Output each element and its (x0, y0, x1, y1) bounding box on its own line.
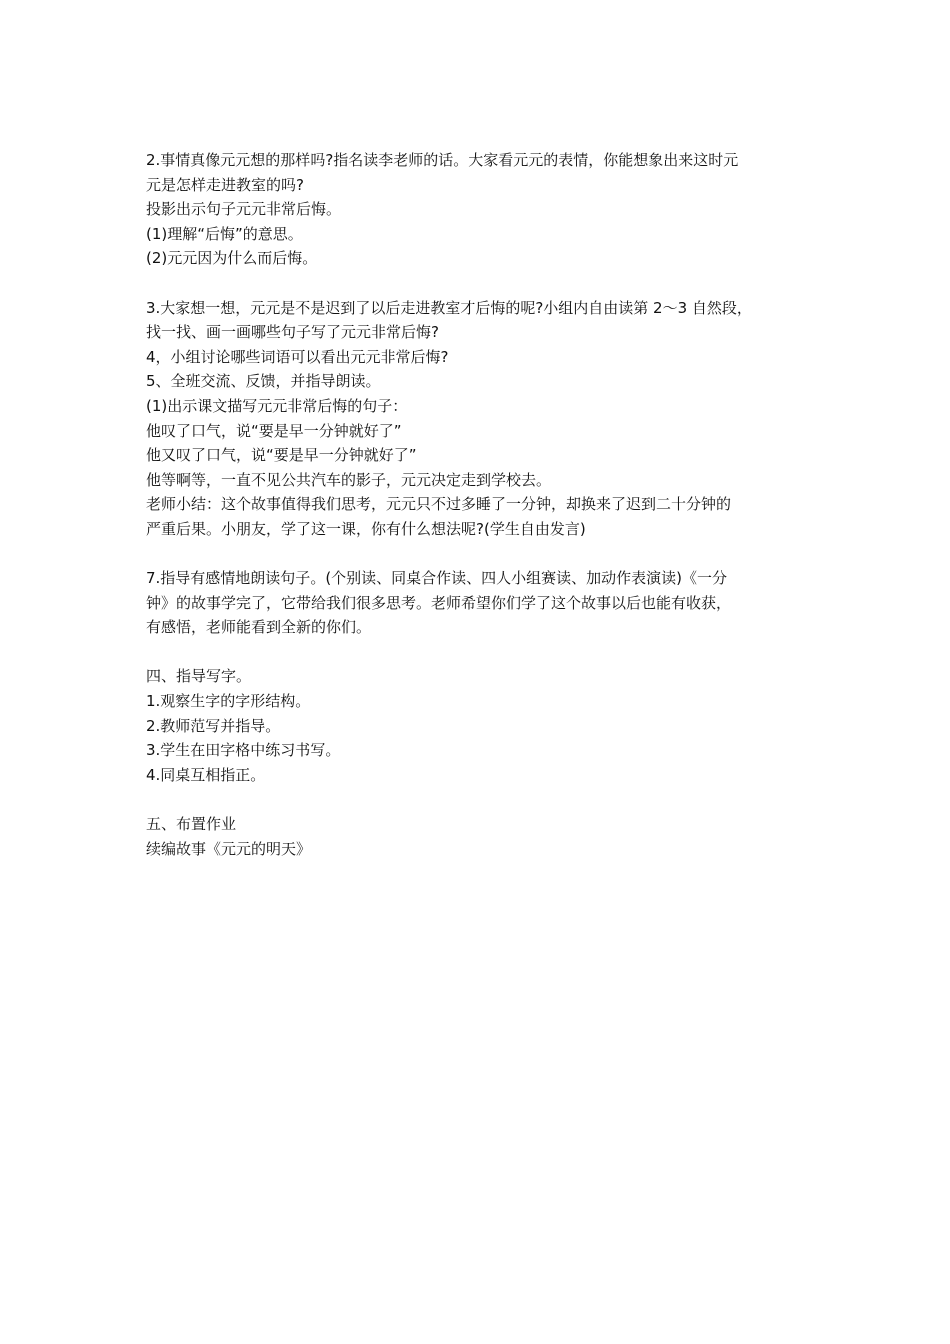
paragraph-gap (146, 542, 806, 567)
paragraph-line: 4，小组讨论哪些词语可以看出元元非常后悔? (146, 347, 449, 366)
paragraph-line: 有感悟，老师能看到全新的你们。 (146, 618, 372, 637)
section-4 (146, 664, 806, 787)
paragraph-line: 5、全班交流、反馈，并指导朗读。 (146, 372, 381, 391)
list-item: 4.同桌互相指正。 (146, 765, 266, 784)
paragraph-line: 3.大家想一想，元元是不是迟到了以后走进教室才后悔的呢?小组内自由读第 2～3 自然段， (146, 298, 752, 317)
paragraph-gap (146, 787, 806, 812)
list-item: 2.教师范写并指导。 (146, 716, 281, 735)
paragraph-line: 2.事情真像元元想的那样吗?指名读李老师的话。大家看元元的表情，你能想象出来这时元 (146, 151, 739, 169)
paragraph-line: 他叹了口气，说“要是早一分钟就好了” (146, 421, 402, 440)
section-1 (146, 148, 806, 271)
section-heading: 五、布置作业 (146, 815, 237, 834)
section-heading: 四、指导写字。 (146, 667, 252, 686)
paragraph-line: (2)元元因为什么而后悔。 (146, 249, 318, 268)
section-2 (146, 296, 806, 542)
paragraph-line: (1)理解“后悔”的意思。 (146, 224, 303, 243)
paragraph-line: 元是怎样走进教室的吗? (146, 175, 304, 194)
paragraph-line: 他又叹了口气，说“要是早一分钟就好了” (146, 446, 417, 465)
paragraph-gap (146, 640, 806, 665)
paragraph-line: 续编故事《元元的明天》 (146, 839, 312, 858)
section-3 (146, 566, 806, 640)
section-5 (146, 812, 806, 861)
paragraph-line: 投影出示句子元元非常后悔。 (146, 200, 342, 219)
paragraph-line: 找一找、画一画哪些句子写了元元非常后悔? (146, 323, 439, 342)
paragraph-line: 老师小结：这个故事值得我们思考，元元只不过多睡了一分钟，却换来了迟到二十分钟的 (146, 495, 732, 514)
paragraph-line: 他等啊等，一直不见公共汽车的影子，元元决定走到学校去。 (146, 470, 552, 489)
paragraph-line: (1)出示课文描写元元非常后悔的句子： (146, 396, 408, 415)
paragraph-line: 7.指导有感情地朗读句子。(个别读、同桌合作读、四人小组赛读、加动作表演读)《一分 (146, 569, 728, 588)
paragraph-line: 严重后果。小朋友，学了这一课，你有什么想法呢?(学生自由发言) (146, 519, 586, 538)
paragraph-line: 钟》的故事学完了，它带给我们很多思考。老师希望你们学了这个故事以后也能有收获， (146, 593, 732, 612)
document-page (146, 148, 806, 861)
list-item: 3.学生在田字格中练习书写。 (146, 741, 341, 760)
list-item: 1.观察生字的字形结构。 (146, 692, 311, 711)
paragraph-gap (146, 271, 806, 296)
